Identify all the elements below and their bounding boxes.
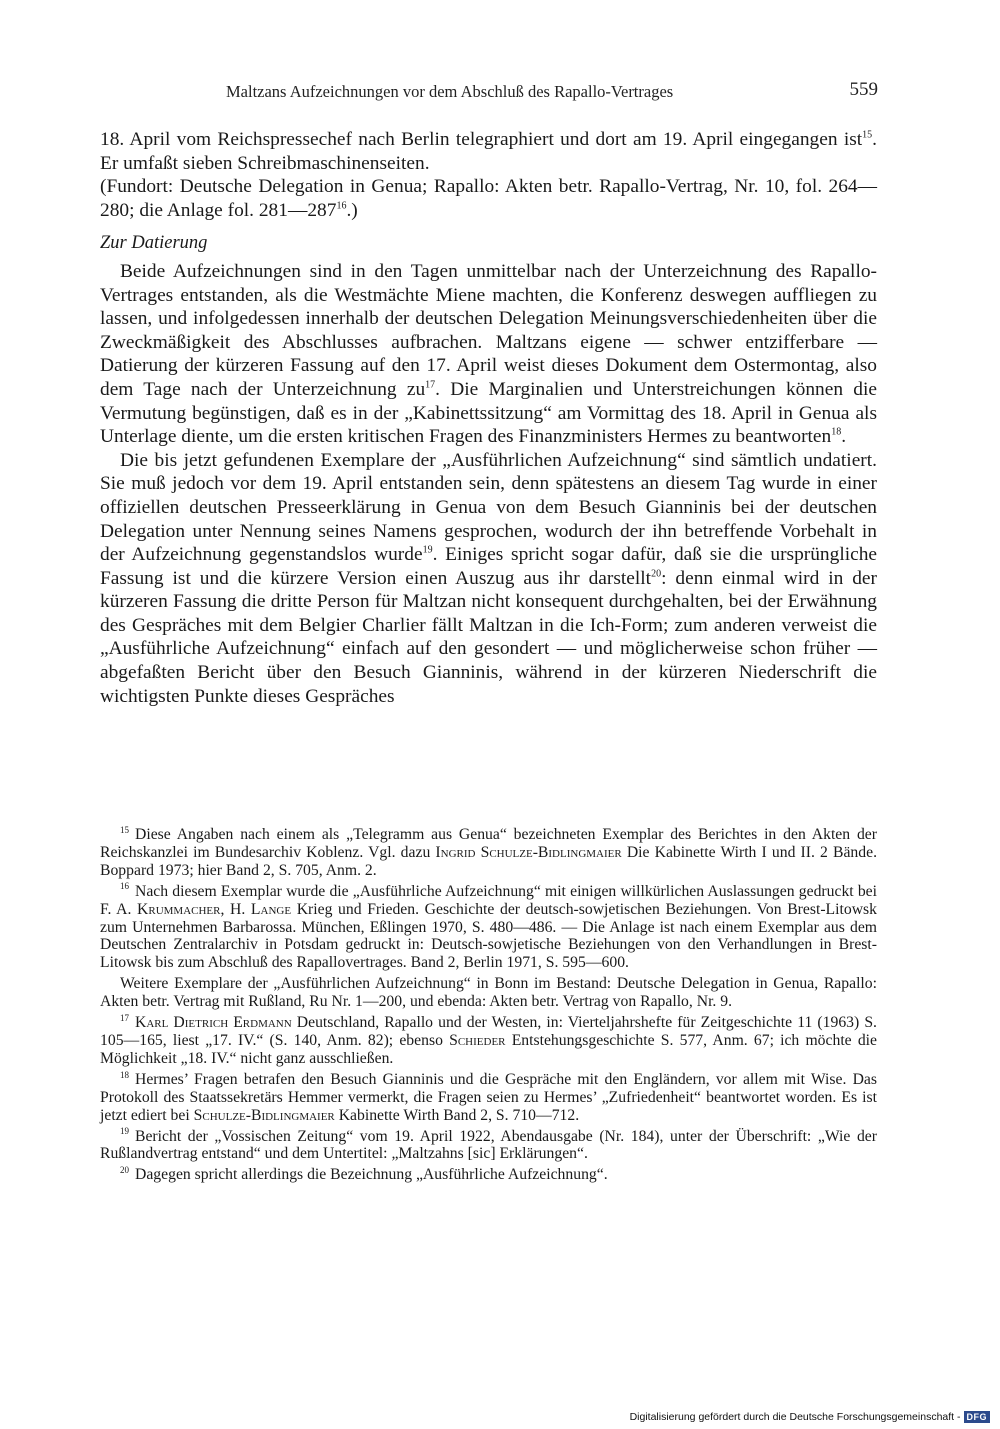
intro-paragraph: 18. April vom Reichspressechef nach Berlin telegraphiert und dort am 19. April eingegangen ist$^{15}$. Er umfaßt sieben Schreibmaschinenseiten.	[100, 129, 877, 174]
footnote-ref[interactable]: 17	[425, 379, 436, 391]
footnote-ref[interactable]: 15	[862, 129, 873, 141]
footnote-ref[interactable]: 20	[651, 568, 662, 580]
running-title: Maltzans Aufzeichnungen vor dem Abschluß des Rapallo-Vertrages	[226, 82, 674, 101]
digitization-credit	[630, 1411, 990, 1423]
footnote-20: $^{20}$ Dagegen spricht allerdings die Bezeichnung „Ausführliche Aufzeichnung“.	[120, 1165, 608, 1184]
paragraph-2: Die bis jetzt gefundenen Exemplare der „Ausführlichen Aufzeichnung“ sind sämtlich undatiert. Sie muß jedoch vor dem 19. April entstanden sein, denn spätestens an diesem Tag wurde in einer offiziellen deutschen Presseerklärung in Genua von dem Besuch Gianninis bei der deutschen Delegation unter Nennung seines Namens gesprochen, wodurch der ihn betreffende Vorbehalt in der Aufzeichnung gegenstandslos wurde$^{19}$. Einiges spricht sogar dafür, daß sie die ursprüngliche Fassung ist und die kürzere Version einen Auszug aus ihr darstellt$^{20}$: denn einmal wird in der kürzeren Fassung die dritte Person für Maltzan nicht konsequent durchgehalten, bei der Erwähnung des Gespräches mit dem Belgier Charlier fällt Maltzan in die Ich-Form; zum anderen verweist die „Ausführliche Aufzeichnung“ einfach auf den gesondert — und möglicherweise schon früher — abgefaßten Bericht über den Besuch Gianninis, während in der kürzeren Niederschrift die wichtigsten Punkte dieses Gespräches	[100, 449, 877, 707]
footnote-ref[interactable]: 16	[336, 200, 347, 212]
paragraph-1: Beide Aufzeichnungen sind in den Tagen unmittelbar nach der Unterzeichnung des Rapallo-Vertrages entstanden, als die Westmächte Miene machten, die Konferenz deswegen auffliegen zu lassen, und infolgedessen innerhalb der deutschen Delegation Meinungsverschiedenheiten über die Zweckmäßigkeit des Abschlusses aufbrachen. Maltzans eigene — schwer entzifferbare — Datierung der kürzeren Fassung auf den 17. April weist dieses Dokument dem Ostermontag, also dem Tage nach der Unterzeichnung $zu^{17}$. Die Marginalien und Unterstreichungen können die Vermutung begünstigen, daß es in der „Kabinettssitzung“ am Vormittag des 18. April in Genua als Unterlage diente, um die ersten kritischen Fragen des Finanzministers Hermes zu beantworten$^{18}$.	[100, 260, 877, 448]
footnote-17: $^{17}$ Karl Dietrich Erdmann Deutschland, Rapallo und der Westen, in: Vierteljahrshefte für Zeitgeschichte 11 (1963) S. 105—165, liest „17. IV.“ (S. 140, Anm. 82); ebenso Schieder Entstehungsgeschichte S. 577, Anm. 67; ich möchte die Möglichkeit „18. IV.“ nicht ganz ausschließen.	[100, 1012, 877, 1067]
footnotes	[100, 826, 877, 1187]
credit-text: Digitalisierung gefördert durch die Deutsche Forschungsgemeinschaft -	[629, 1411, 961, 1423]
main-text	[100, 128, 877, 708]
footnote-16: $^{16}$ Nach diesem Exemplar wurde die „Ausführliche Aufzeichnung“ mit einigen willkürlichen Auslassungen gedruckt bei F. A. Krummacher, H. Lange Krieg und Frieden. Geschichte der deutsch-sowjetischen Beziehungen. Von Brest-Litowsk zum Unternehmen Barbarossa. München, Eßlingen 1970, S. 480—486. — Die Anlage ist nach einem Exemplar aus dem Deutschen Zentralarchiv in Potsdam gedruckt in: Deutsch-sowjetische Beziehungen von den Verhandlungen in Brest-Litowsk bis zum Abschluß des Rapallovertrages. Band 2, Berlin 1971, S. 595—600.	[100, 881, 877, 972]
footnote-19: $^{19}$ Bericht der „Vossischen Zeitung“ vom 19. April 1922, Abendausgabe (Nr. 184), unter der Überschrift: „Wie der Rußlandvertrag entstand“ und dem Untertitel: „Maltzahns [sic] Erklärungen“.	[100, 1126, 877, 1163]
footnote-ref[interactable]: 18	[831, 426, 842, 438]
footnote-ref[interactable]: 19	[422, 544, 433, 556]
footnote-15: $^{15}$ Diese Angaben nach einem als „Telegramm aus Genua“ bezeichneten Exemplar des Berichtes in den Akten der Reichskanzlei im Bundesarchiv Koblenz. Vgl. dazu Ingrid Schulze-Bidlingmaier Die Kabinette Wirth I und II. 2 Bände. Boppard 1973; hier Band 2, S. 705, Anm. 2.	[100, 824, 877, 879]
page-number: 559	[849, 79, 878, 100]
page-header	[0, 79, 1000, 106]
section-heading: Zur Datierung	[100, 233, 208, 254]
fundort-paragraph: (Fundort: Deutsche Delegation in Genua; Rapallo: Akten betr. Rapallo-Vertrag, Nr. 10, fol. 264—280; die Anlage fol. $281—287^{16}$.)	[100, 176, 877, 221]
footnote-16-continued: Weitere Exemplare der „Ausführlichen Aufzeichnung“ in Bonn im Bestand: Deutsche Delegation in Genua, Rapallo: Akten betr. Vertrag mit Rußland, Ru Nr. 1—200, und ebenda: Akten betr. Vertrag von Rapallo, Nr. 9.	[100, 975, 877, 1011]
dfg-logo[interactable]: DFG	[964, 1411, 991, 1423]
footnote-18: $^{18}$ Hermes’ Fragen betrafen den Besuch Gianninis und die Gespräche mit den Engländern, vor allem mit Wise. Das Protokoll des Staatssekretärs Hemmer vermerkt, die Fragen seien zu Hermes’ „Zufriedenheit“ beantwortet worden. Es ist jetzt ediert bei Schulze-Bidlingmaier Kabinette Wirth Band 2, S. 710—712.	[100, 1069, 877, 1124]
